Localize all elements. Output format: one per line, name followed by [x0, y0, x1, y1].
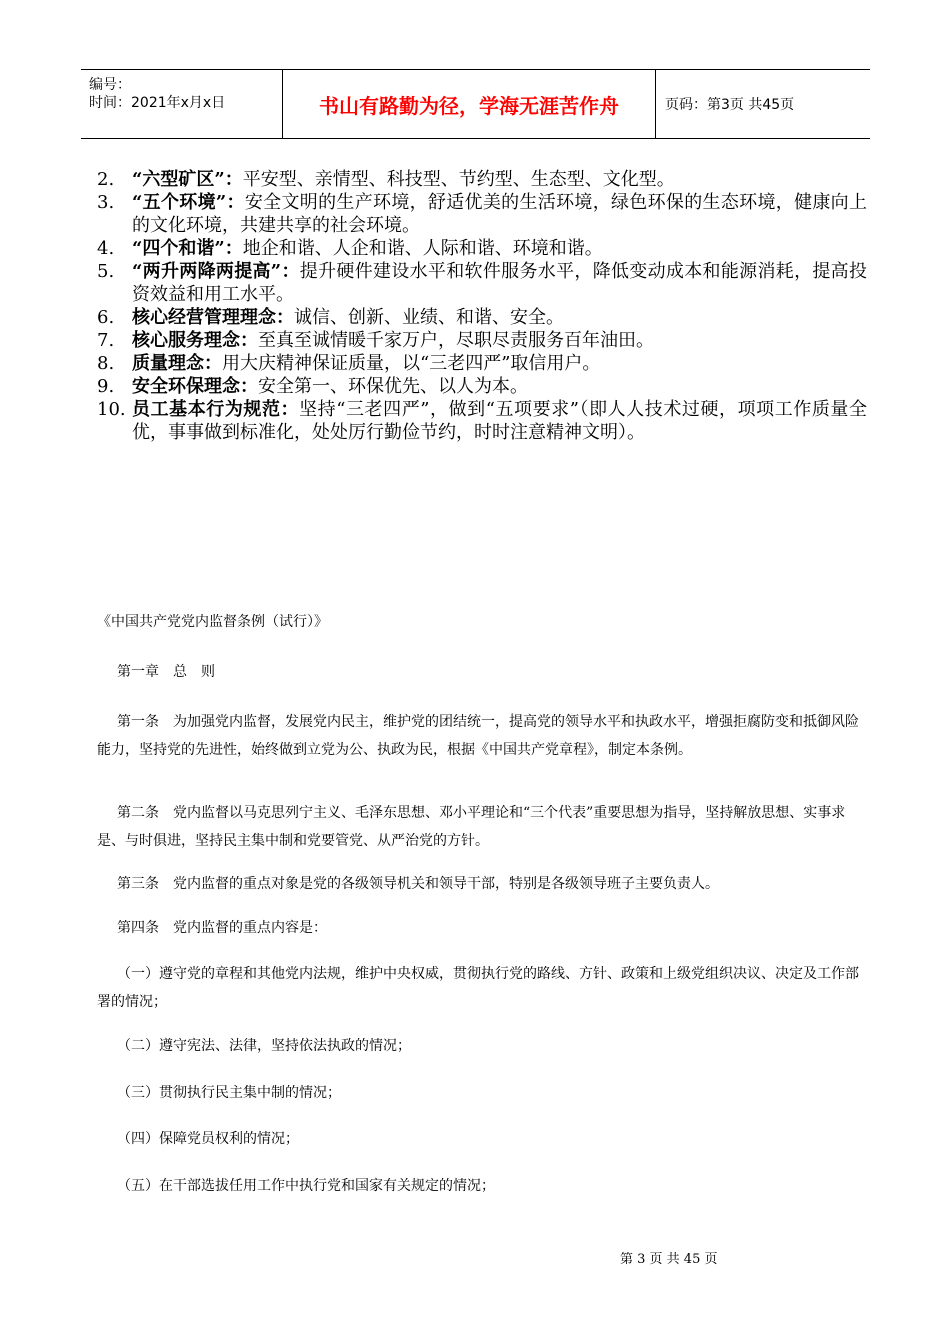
- item-text: 安全文明的生产环境，舒适优美的生活环境，绿色环保的生态环境，健康向上的文化环境，共建共享的社会环境。: [132, 192, 867, 236]
- item-text: 诚信、创新、业绩、和谐、安全。: [294, 307, 564, 328]
- item-text: 用大庆精神保证质量，以“三老四严”取信用户。: [222, 353, 601, 374]
- item-title: 核心服务理念：: [132, 330, 258, 351]
- list-item: [97, 306, 867, 329]
- article-paragraph: （三）贯彻执行民主集中制的情况；: [117, 1085, 341, 1101]
- date-label: 时间：2021年x月x日: [89, 95, 226, 111]
- list-item: [97, 260, 867, 306]
- item-title: 员工基本行为规范：: [132, 399, 300, 420]
- item-title: 质量理念：: [132, 353, 222, 374]
- chapter-heading: 第一章 总 则: [117, 664, 215, 680]
- item-title: “六型矿区”：: [132, 169, 243, 190]
- page-footer: 第 3 页 共 45 页: [620, 1252, 718, 1267]
- list-item: [97, 375, 867, 398]
- item-text: 平安型、亲情型、科技型、节约型、生态型、文化型。: [242, 169, 675, 190]
- item-title: “两升两降两提高”：: [132, 261, 300, 282]
- doc-title: 《中国共产党党内监督条例（试行）》: [97, 614, 328, 630]
- item-number: 4.: [97, 238, 115, 259]
- item-text: 安全第一、环保优先、以人为本。: [258, 376, 528, 397]
- item-number: 9.: [97, 376, 115, 397]
- item-title: 核心经营管理理念：: [132, 307, 294, 328]
- item-title: 安全环保理念：: [132, 376, 258, 397]
- item-number: 2.: [97, 169, 115, 190]
- number-label: 编号：: [89, 77, 131, 93]
- page-header: [81, 69, 870, 139]
- list-item: [97, 191, 867, 237]
- article-paragraph: 第一条 为加强党内监督，发展党内民主，维护党的团结统一，提高党的领导水平和执政水平，增强拒腐防变和抵御风险能力，坚持党的先进性，始终做到立党为公、执政为民，根据《中国共产党章程》，制定本条例。: [97, 714, 859, 758]
- article-paragraph: 第二条 党内监督以马克思列宁主义、毛泽东思想、邓小平理论和“三个代表”重要思想为指导，坚持解放思想、实事求是、与时俱进，坚持民主集中制和党要管党、从严治党的方针。: [97, 805, 846, 849]
- item-number: 5.: [97, 261, 115, 282]
- item-number: 3.: [97, 192, 115, 213]
- list-item: [97, 168, 867, 191]
- header-page-label: 页码：第3页 共45页: [665, 97, 795, 113]
- article-paragraph: 第三条 党内监督的重点对象是党的各级领导机关和领导干部，特别是各级领导班子主要负责人。: [117, 876, 719, 892]
- article-paragraph: （四）保障党员权利的情况；: [117, 1131, 299, 1147]
- principles-list: [97, 168, 867, 444]
- item-text: 至真至诚情暖千家万户，尽职尽责服务百年油田。: [258, 330, 654, 351]
- article-paragraph: （五）在干部选拔任用工作中执行党和国家有关规定的情况；: [117, 1178, 495, 1194]
- header-motto: 书山有路勤为径，学海无涯苦作舟: [283, 70, 656, 138]
- item-title: “四个和谐”：: [132, 238, 243, 259]
- article-paragraph: （一）遵守党的章程和其他党内法规，维护中央权威，贯彻执行党的路线、方针、政策和上级党组织决议、决定及工作部署的情况；: [97, 966, 859, 1010]
- article-paragraph: （二）遵守宪法、法律，坚持依法执政的情况；: [117, 1038, 411, 1054]
- header-meta: [81, 70, 283, 138]
- item-number: 6.: [97, 307, 115, 328]
- article-paragraph: 第四条 党内监督的重点内容是：: [117, 920, 327, 936]
- item-number: 8.: [97, 353, 115, 374]
- item-text: 地企和谐、人企和谐、人际和谐、环境和谐。: [242, 238, 603, 259]
- list-item: [97, 352, 867, 375]
- item-number: 7.: [97, 330, 115, 351]
- item-title: “五个环境”：: [132, 192, 245, 213]
- list-item: [97, 329, 867, 352]
- list-item: [97, 237, 867, 260]
- list-item: [97, 398, 867, 444]
- item-text: 提升硬件建设水平和软件服务水平，降低变动成本和能源消耗，提高投资效益和用工水平。: [132, 261, 867, 305]
- item-text: 坚持“三老四严”，做到“五项要求”（即人人技术过硬，项项工作质量全优，事事做到标准化，处处厉行勤俭节约，时时注意精神文明）。: [132, 399, 867, 443]
- item-number: 10.: [97, 399, 126, 420]
